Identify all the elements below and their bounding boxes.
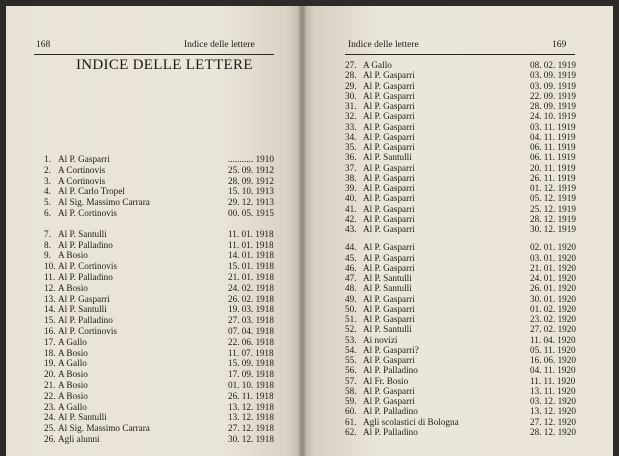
letter-recipient: Al P. Gasparri bbox=[363, 121, 415, 132]
letter-recipient: Al P. Palladino bbox=[58, 239, 113, 250]
letter-date: 06. 11. 1919 bbox=[530, 142, 576, 152]
letter-number: 61. bbox=[345, 416, 357, 427]
letter-number: 20. bbox=[44, 369, 56, 380]
letter-entry bbox=[345, 224, 575, 235]
letter-date: 03. 01. 1920 bbox=[530, 252, 576, 263]
letter-recipient: Al P. Santulli bbox=[363, 152, 412, 163]
letter-number: 39. bbox=[345, 183, 357, 193]
letter-entry bbox=[345, 427, 575, 438]
letter-number: 13. bbox=[44, 293, 56, 304]
letter-date: 05. 12. 1919 bbox=[530, 193, 576, 204]
letter-date: 22. 09. 1919 bbox=[530, 90, 576, 101]
letter-entry bbox=[44, 391, 274, 402]
letter-date: 11. 01. 1918 bbox=[228, 239, 274, 250]
letter-number: 6. bbox=[44, 208, 51, 218]
letter-date: 15. 01. 1918 bbox=[228, 261, 274, 272]
letter-number: 33. bbox=[345, 121, 357, 132]
letter-number: 35. bbox=[345, 142, 357, 152]
left-page-number: 168 bbox=[36, 40, 51, 50]
letter-recipient: Al P. Gasparri bbox=[363, 111, 415, 122]
letter-entry bbox=[44, 358, 274, 369]
letter-number: 51. bbox=[345, 314, 357, 324]
letter-number: 18. bbox=[44, 347, 56, 358]
letter-number: 9. bbox=[44, 250, 51, 261]
letter-recipient: A Bosio bbox=[58, 380, 88, 390]
letter-number: 16. bbox=[44, 326, 56, 336]
letter-number: 14. bbox=[44, 304, 56, 315]
letter-recipient: Al P. Gasparri bbox=[363, 172, 415, 183]
letter-number: 32. bbox=[345, 111, 357, 122]
letter-date: 21. 01. 1920 bbox=[530, 262, 576, 273]
letter-date: 08. 02. 1919 bbox=[530, 60, 576, 70]
letter-date: 13. 12. 1920 bbox=[530, 406, 576, 417]
letter-date: 25. 12. 1919 bbox=[530, 203, 576, 214]
letter-recipient: Al P. Gasparri bbox=[363, 396, 415, 406]
letter-number: 38. bbox=[345, 172, 357, 183]
letter-recipient: Al P. Cortinovis bbox=[58, 261, 117, 272]
letter-date: 28. 09. 1912 bbox=[228, 175, 274, 186]
letter-number: 42. bbox=[345, 213, 357, 224]
letter-number: 59. bbox=[345, 396, 357, 406]
letter-recipient: Al P. Santulli bbox=[58, 304, 107, 315]
letter-number: 56. bbox=[345, 365, 357, 376]
letter-recipient: A Gallo bbox=[58, 358, 87, 369]
letter-entry bbox=[44, 176, 274, 187]
letter-date: 15. 09. 1918 bbox=[228, 358, 274, 369]
letter-recipient: A Bosio bbox=[58, 369, 88, 380]
letter-date: 13. 11. 1920 bbox=[530, 385, 576, 396]
letter-date: 01. 02. 1920 bbox=[530, 303, 576, 314]
letter-entry bbox=[44, 402, 274, 413]
letter-date: 30. 01. 1920 bbox=[530, 293, 576, 304]
letter-entry bbox=[44, 208, 274, 219]
letter-number: 29. bbox=[345, 80, 357, 91]
letter-entry bbox=[44, 261, 274, 272]
letter-recipient: Agli scolastici di Bologna bbox=[363, 416, 459, 427]
letter-date: 26. 01. 1920 bbox=[530, 283, 576, 294]
letter-number: 7. bbox=[44, 228, 51, 239]
letter-recipient: Al P. Gasparri bbox=[363, 213, 415, 224]
letter-recipient: Al P. Gasparri bbox=[363, 183, 415, 193]
letter-recipient: Al P. Santulli bbox=[58, 228, 107, 239]
letter-recipient: Al P. Gasparri bbox=[363, 303, 415, 314]
letter-entry bbox=[44, 229, 274, 240]
letter-recipient: Al P. Gasparri bbox=[363, 293, 415, 304]
letter-date: 28. 12. 1920 bbox=[530, 426, 576, 437]
letter-date: 03. 12. 1920 bbox=[530, 396, 576, 406]
letter-date: 19. 03. 1918 bbox=[228, 304, 274, 315]
letter-number: 40. bbox=[345, 193, 357, 204]
letter-recipient: Al P. Gasparri bbox=[58, 154, 110, 164]
letter-date: 26. 11. 1919 bbox=[530, 172, 576, 183]
letter-number: 47. bbox=[345, 273, 357, 283]
letter-entry bbox=[44, 315, 274, 326]
letter-entry bbox=[44, 423, 274, 434]
letter-number: 25. bbox=[44, 423, 56, 434]
letter-recipient: Al P. Palladino bbox=[58, 315, 113, 326]
letter-number: 8. bbox=[44, 239, 51, 250]
letter-date: 27. 03. 1918 bbox=[228, 315, 274, 326]
letter-number: 19. bbox=[44, 358, 56, 369]
letter-number: 5. bbox=[44, 197, 51, 208]
letter-date: 11. 07. 1918 bbox=[228, 347, 274, 358]
letter-recipient: Agli alunni bbox=[58, 434, 100, 444]
letter-recipient: A Gallo bbox=[363, 60, 392, 70]
letter-date: 17. 09. 1918 bbox=[228, 369, 274, 380]
letter-entry bbox=[44, 434, 274, 445]
letter-number: 58. bbox=[345, 385, 357, 396]
letter-number: 45. bbox=[345, 252, 357, 263]
letter-recipient: Al P. Cortinovis bbox=[58, 208, 117, 218]
letter-date: 24. 10. 1919 bbox=[530, 111, 576, 122]
letter-recipient: Al P. Santulli bbox=[363, 324, 412, 335]
letter-date: 03. 09. 1919 bbox=[530, 70, 576, 81]
letter-number: 46. bbox=[345, 262, 357, 273]
letter-recipient: Al P. Gasparri bbox=[363, 131, 415, 142]
right-header-rule bbox=[345, 54, 575, 55]
letter-number: 17. bbox=[44, 336, 56, 347]
letter-date: 27. 12. 1918 bbox=[228, 423, 274, 434]
letter-date: 06. 11. 1919 bbox=[530, 152, 576, 163]
letter-date: 30. 12. 1918 bbox=[228, 434, 274, 444]
letter-date: 15. 10. 1913 bbox=[228, 186, 274, 197]
letter-date: 11. 04. 1920 bbox=[530, 334, 576, 345]
letter-number: 50. bbox=[345, 303, 357, 314]
letter-recipient: Al P. Santulli bbox=[363, 273, 412, 283]
letter-date: 05. 11. 1920 bbox=[530, 344, 576, 355]
letter-date: 13. 12. 1918 bbox=[228, 412, 274, 423]
letter-number: 27. bbox=[345, 60, 357, 70]
letter-entry bbox=[44, 369, 274, 380]
letter-recipient: Al P. Gasparri bbox=[363, 252, 415, 263]
letter-number: 1. bbox=[44, 154, 51, 164]
letter-number: 11. bbox=[44, 272, 56, 282]
letter-number: 54. bbox=[345, 344, 357, 355]
letter-recipient: Al P. Palladino bbox=[363, 365, 418, 376]
letter-number: 48. bbox=[345, 283, 357, 294]
letter-date: 30. 12. 1919 bbox=[530, 224, 576, 234]
letter-recipient: Al P. Gasparri bbox=[363, 314, 415, 324]
letter-date: 03. 11. 1919 bbox=[530, 121, 576, 132]
letter-date: 23. 02. 1920 bbox=[530, 314, 576, 324]
letter-number: 34. bbox=[345, 131, 357, 142]
letter-recipient: A Cortinovis bbox=[58, 175, 106, 186]
letter-recipient: Al P. Palladino bbox=[363, 406, 418, 417]
letter-recipient: Al P. Gasparri bbox=[58, 293, 110, 304]
letter-date: 27. 02. 1920 bbox=[530, 324, 576, 335]
letter-recipient: Ai novizi bbox=[363, 334, 398, 345]
letter-date: 29. 12. 1913 bbox=[228, 197, 274, 208]
letter-number: 43. bbox=[345, 224, 357, 234]
letter-number: 57. bbox=[345, 375, 357, 386]
letter-number: 4. bbox=[44, 186, 51, 197]
letter-date: 22. 06. 1918 bbox=[228, 336, 274, 347]
letter-number: 49. bbox=[345, 293, 357, 304]
letter-number: 30. bbox=[345, 90, 357, 101]
letter-date: 20. 11. 1919 bbox=[530, 162, 576, 173]
letter-date: 27. 12. 1920 bbox=[530, 416, 576, 427]
letter-entry bbox=[44, 240, 274, 251]
letter-recipient: Al Sig. Massimo Carrara bbox=[58, 197, 150, 208]
letter-entry bbox=[44, 283, 274, 294]
letter-recipient: Al P. Gasparri bbox=[363, 142, 415, 152]
letter-entry bbox=[44, 348, 274, 359]
letter-number: 60. bbox=[345, 406, 357, 417]
letter-recipient: Al P. Gasparri bbox=[363, 242, 415, 253]
left-running-head: Indice delle lettere bbox=[184, 40, 255, 50]
letter-recipient: Al P. Cortinovis bbox=[58, 326, 117, 336]
book-gutter bbox=[298, 6, 306, 456]
letter-recipient: A Gallo bbox=[58, 336, 87, 347]
letter-date: 13. 12. 1918 bbox=[228, 401, 274, 412]
letter-date: 11. 11. 1920 bbox=[530, 375, 576, 386]
letter-date: 16. 06. 1920 bbox=[530, 355, 576, 365]
letter-recipient: Al P. Gasparri bbox=[363, 262, 415, 273]
letter-date: 14. 01. 1918 bbox=[228, 250, 274, 261]
letter-number: 28. bbox=[345, 70, 357, 81]
letter-recipient: Al P. Santulli bbox=[58, 412, 107, 423]
letter-date: 28. 12. 1919 bbox=[530, 213, 576, 224]
letter-recipient: Al P. Gasparri bbox=[363, 355, 415, 365]
letter-recipient: A Bosio bbox=[58, 282, 88, 293]
letter-recipient: Al P. Gasparri bbox=[363, 80, 415, 91]
letter-entry bbox=[44, 337, 274, 348]
letter-entry bbox=[44, 197, 274, 208]
letter-recipient: A Bosio bbox=[58, 347, 88, 358]
letter-date: 01. 10. 1918 bbox=[228, 380, 274, 390]
letter-recipient: Al P. Gasparri bbox=[363, 101, 415, 111]
letter-number: 44. bbox=[345, 242, 357, 253]
right-running-head: Indice delle lettere bbox=[348, 40, 419, 50]
letter-entry bbox=[44, 165, 274, 176]
letter-date: 03. 09. 1919 bbox=[530, 80, 576, 91]
letter-recipient: Al Fr. Bosio bbox=[363, 375, 409, 386]
letter-entry bbox=[44, 326, 274, 337]
letter-recipient: Al P. Gasparri bbox=[363, 162, 415, 173]
letter-number: 12. bbox=[44, 282, 56, 293]
letter-date: 24. 02. 1918 bbox=[228, 282, 274, 293]
letter-entry bbox=[44, 154, 274, 165]
letter-number: 23. bbox=[44, 401, 56, 412]
letter-date: 28. 09. 1919 bbox=[530, 101, 576, 111]
index-title: INDICE DELLE LETTERE bbox=[76, 57, 253, 73]
letter-number: 22. bbox=[44, 390, 56, 401]
letter-date: 00. 05. 1915 bbox=[228, 208, 274, 218]
letter-recipient: A Cortinovis bbox=[58, 164, 106, 175]
letter-recipient: A Bosio bbox=[58, 250, 88, 261]
letter-number: 37. bbox=[345, 162, 357, 173]
letter-date: 01. 12. 1919 bbox=[530, 183, 576, 193]
letter-recipient: Al P. Gasparri bbox=[363, 70, 415, 81]
left-header-rule bbox=[34, 54, 274, 55]
letter-number: 62. bbox=[345, 426, 357, 437]
letter-recipient: Al P. Santulli bbox=[363, 283, 412, 294]
letter-recipient: Al P. Gasparri bbox=[363, 193, 415, 204]
letter-number: 26. bbox=[44, 434, 56, 444]
letter-recipient: Al P. Gasparri bbox=[363, 90, 415, 101]
letter-entry bbox=[44, 272, 274, 283]
letter-date: 26. 11. 1918 bbox=[228, 390, 274, 401]
letter-recipient: Al P. Gasparri? bbox=[363, 344, 419, 355]
letter-entry bbox=[44, 380, 274, 391]
letter-number: 31. bbox=[345, 101, 357, 111]
letter-date: ........... 1910 bbox=[228, 154, 274, 164]
letter-number: 2. bbox=[44, 164, 51, 175]
letter-date: 21. 01. 1918 bbox=[228, 272, 274, 282]
letter-number: 3. bbox=[44, 175, 51, 186]
letter-date: 11. 01. 1918 bbox=[228, 228, 274, 239]
letter-number: 52. bbox=[345, 324, 357, 335]
letter-recipient: Al P. Palladino bbox=[58, 272, 113, 282]
letter-recipient: Al P. Palladino bbox=[363, 426, 418, 437]
letter-recipient: Al P. Gasparri bbox=[363, 203, 415, 214]
letter-date: 07. 04. 1918 bbox=[228, 326, 274, 336]
letter-number: 55. bbox=[345, 355, 357, 365]
letter-recipient: Al P. Gasparri bbox=[363, 224, 415, 234]
letter-date: 04. 11. 1920 bbox=[530, 365, 576, 376]
letter-recipient: A Bosio bbox=[58, 390, 88, 401]
letter-recipient: Al P. Gasparri bbox=[363, 385, 415, 396]
letter-number: 36. bbox=[345, 152, 357, 163]
right-page-number: 169 bbox=[552, 40, 567, 50]
letter-number: 15. bbox=[44, 315, 56, 326]
letter-number: 21. bbox=[44, 380, 56, 390]
letter-date: 25. 09. 1912 bbox=[228, 164, 274, 175]
letter-entry bbox=[44, 186, 274, 197]
letter-date: 26. 02. 1918 bbox=[228, 293, 274, 304]
letter-recipient: Al P. Carlo Tropel bbox=[58, 186, 125, 197]
letter-recipient: Al Sig. Massimo Carrara bbox=[58, 423, 150, 434]
letter-number: 53. bbox=[345, 334, 357, 345]
letter-recipient: A Gallo bbox=[58, 401, 87, 412]
letter-entry bbox=[44, 412, 274, 423]
letter-number: 10. bbox=[44, 261, 56, 272]
letter-date: 24. 01. 1920 bbox=[530, 273, 576, 283]
letter-number: 41. bbox=[345, 203, 357, 214]
letter-entry bbox=[44, 304, 274, 315]
letter-entry bbox=[44, 250, 274, 261]
letter-date: 02. 01. 1920 bbox=[530, 242, 576, 253]
letter-entry bbox=[44, 294, 274, 305]
letter-number: 24. bbox=[44, 412, 56, 423]
letter-date: 04. 11. 1919 bbox=[530, 131, 576, 142]
